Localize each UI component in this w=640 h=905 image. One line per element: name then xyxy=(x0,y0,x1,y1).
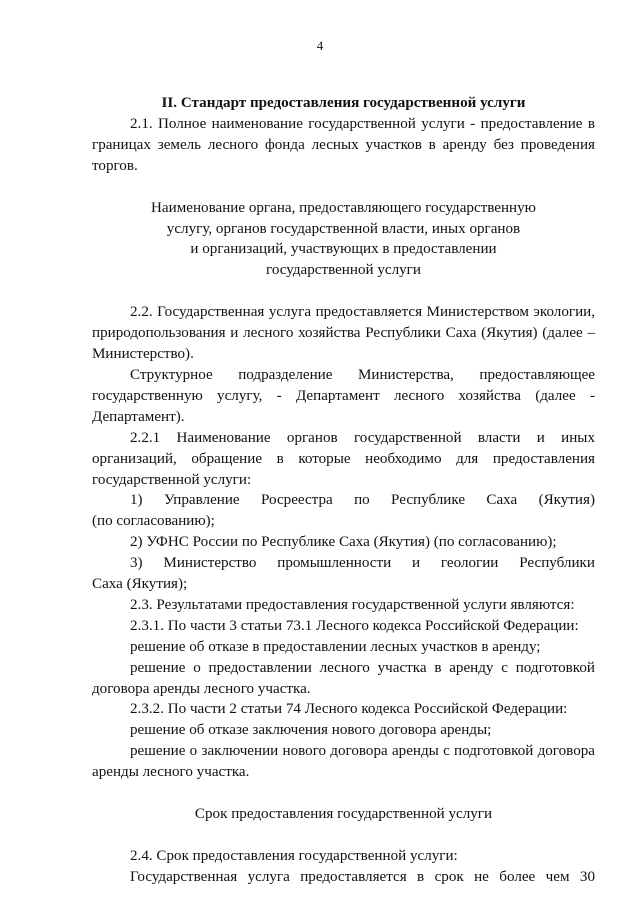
heading-organ xyxy=(92,198,595,282)
paragraph-2-2-1: 2.2.1 Наименование органов государственной власти и иных организаций, обращение в которые необходимо для предоставления государственной услуги: xyxy=(92,429,595,488)
spacer xyxy=(92,177,595,198)
paragraph-2-3-2: 2.3.2. По части 2 статьи 74 Лесного кодекса Российской Федерации: xyxy=(130,701,568,718)
spacer xyxy=(92,281,595,302)
list-item-1 xyxy=(92,490,595,532)
paragraph-2-3-1: 2.3.1. По части 3 статьи 73.1 Лесного кодекса Российской Федерации: xyxy=(130,617,579,634)
list-item-3-tail: Саха (Якутия); xyxy=(92,576,188,593)
list-item-2: 2) УФНС России по Республике Саха (Якутия) (по согласованию); xyxy=(130,534,557,551)
word: Министерство xyxy=(163,555,257,572)
list-item-3-first-line xyxy=(92,553,595,574)
word: геологии xyxy=(440,555,499,572)
heading-organ-line: услугу, органов государственной власти, иных органов xyxy=(166,220,521,237)
word: 3) xyxy=(130,555,143,572)
paragraph-2-3: 2.3. Результатами предоставления государственной услуги являются: xyxy=(130,596,575,613)
word: Росреестра xyxy=(261,492,333,509)
word: и xyxy=(412,555,421,572)
spacer xyxy=(92,825,595,846)
list-item-3 xyxy=(92,553,595,595)
paragraph-2-2: 2.2. Государственная услуга предоставляется Министерством экологии, природопользования и лесного хозяйства Республики Саха (Якутия) (далее – Министерство). xyxy=(92,304,595,363)
section-title: II. Стандарт предоставления государственной услуги xyxy=(161,95,526,111)
paragraph-grant-2: решение о заключении нового договора аренды с подготовкой договора аренды лесного участка. xyxy=(92,743,595,781)
word: Управление xyxy=(163,492,240,509)
word: (Якутия) xyxy=(538,492,595,509)
word: Республики xyxy=(519,555,595,572)
paragraph-2-4: 2.4. Срок предоставления государственной услуги: xyxy=(130,848,458,864)
heading-organ-line: Наименование органа, предоставляющего государственную xyxy=(151,199,536,216)
word: Республике xyxy=(391,492,466,509)
paragraph-2-1: 2.1. Полное наименование государственной услуги - предоставление в границах земель лесного фонда лесных участков в аренду без проведения торгов. xyxy=(92,115,595,174)
paragraph-structural-unit: Структурное подразделение Министерства, предоставляющее государственную услугу, - Департамент лесного хозяйства (далее - Департамент). xyxy=(92,366,595,425)
word: по xyxy=(354,492,370,509)
heading-organ-line: и организаций, участвующих в предоставлении xyxy=(190,241,497,258)
list-item-1-first-line xyxy=(92,490,595,511)
word: 1) xyxy=(130,492,143,509)
paragraph-grant-1: решение о предоставлении лесного участка в аренду с подготовкой договора аренды лесного участка. xyxy=(92,659,595,697)
spacer xyxy=(92,783,595,804)
heading-organ-line: государственной услуги xyxy=(266,262,421,279)
paragraph-refusal-1: решение об отказе в предоставлении лесных участков в аренду; xyxy=(130,638,541,655)
paragraph-term-start: Государственная услуга предоставляется в срок не более чем 30 xyxy=(130,868,595,885)
paragraph-refusal-2: решение об отказе заключения нового договора аренды; xyxy=(130,722,492,739)
word: промышленности xyxy=(277,555,392,572)
list-item-1-tail: (по согласованию); xyxy=(92,513,215,530)
page-number: 4 xyxy=(316,38,324,53)
document-body xyxy=(92,93,595,888)
heading-term: Срок предоставления государственной услуги xyxy=(194,806,493,823)
word: Саха xyxy=(486,492,518,509)
